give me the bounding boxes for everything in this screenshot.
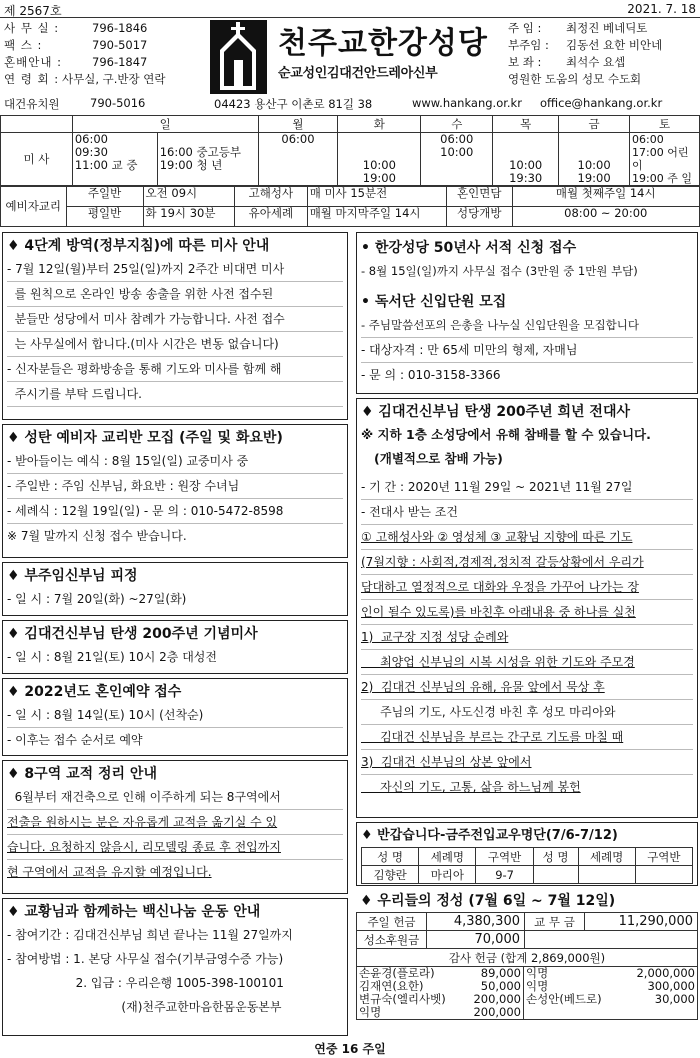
notice-wedding: ♦ 2022년도 혼인예약 접수 - 일 시 : 8월 14일(토) 10시 (선착순) - 이후는 접수 순서로 예약 xyxy=(2,678,348,756)
notice-mass-guidance: ♦ 4단계 방역(정부지침)에 따른 미사 안내 - 7월 12일(월)부터 25일(일)까지 2주간 비대면 미사 를 원칙으로 온라인 방송 송출을 위한 사전 접수된 분들만 성당에서 미사 참례가 가능합니다. 사전 접수 는 사무실에서 합니다.(미사 시간은 변동 없습니다) - 신자분들은 평화방송을 통해 기도와 미사를 함께 해 주시기를 부탁 드립니다. xyxy=(2,232,348,420)
patron-name: 순교성인김대건안드레아신부 xyxy=(278,66,438,81)
offerings: ♦ 우리들의 정성 (7월 6일 ~ 7월 12일) 주일 헌금 4,380,300 교 무 금 11,290,000 성소후원금 70,000 감사 헌금 (합계 2,869,000원) 손윤경(플로라) 89,000 김재연(요한) 50,000 변규숙(엘리사벳) 200,000 익명 200,000 익명 2,000,000 익명 300,000 손성안(베드로) 30,000 xyxy=(356,890,698,1036)
notice-anniversary-mass: ♦ 김대건신부님 탄생 200주년 기념미사 - 일 시 : 8월 21일(토) 10시 2층 대성전 xyxy=(2,620,348,674)
church-logo xyxy=(210,20,267,94)
church-name: 천주교한강성당 xyxy=(278,26,488,61)
liturgical-week: 연중 16 주일 xyxy=(314,1042,386,1056)
new-parishioners: ♦ 반갑습니다-금주전입교우명단(7/6-7/12) 성 명 세례명 구역반 성 명 세례명 구역반 김향란 마리아 9-7 xyxy=(356,822,698,886)
notice-plenary-indulgence: ♦ 김대건신부님 탄생 200주년 희년 전대사 ※ 지하 1층 소성당에서 유해 참배를 할 수 있습니다. (개별적으로 참배 가능) - 기 간 : 2020년 11월 29일 ~ 2021년 11월 27일 - 전대사 받는 조건 ① 고해성사와 ② 영성체 ③ 교황님 지향에 따른 기도 (7월지향 : 사회적,경제적,정치적 갈등상황에서 우리가 담대하고 열정적으로 대화와 우정을 가꾸어 나가는 장 인이 될수 있도록)를 바친후 아래내용 중 하나를 실천 1) 교구장 지정 성당 순례와 최양업 신부님의 시복 시성을 위한 기도와 주모경 2) 김대건 신부님의 유해, 유물 앞에서 묵상 후 주님의 기도, 사도신경 바친 후 성모 마리아와 김대건 신부님을 부르는 간구로 기도를 마칠 때 3) 김대건 신부님의 상본 앞에서 자신의 기도, 고통, 삶을 하느님께 봉헌 xyxy=(356,398,698,818)
clergy-right: 주 임 : 최정진 베네딕토 부주임 : 김동선 요한 비안네 보 좌 : 최석수 요셉 영원한 도움의 성모 수도회 xyxy=(508,21,663,86)
new-parishioners-table: 성 명 세례명 구역반 성 명 세례명 구역반 김향란 마리아 9-7 xyxy=(361,847,693,884)
email-link[interactable]: office@hankang.or.kr xyxy=(540,96,663,110)
mass-schedule-table: 일 월 화 수 목 금 토 미 사 06:00 09:30 11:00 교 중 16:00 중고등부 19:00 청 년 06:00 10:00 19:00 06:00 10:00 10:00 19:30 10:00 19:00 06:00 17:00 어린이 19:00 주 일 xyxy=(0,115,700,186)
donors-right: 익명 2,000,000 익명 300,000 손성안(베드로) 30,000 xyxy=(524,967,698,1020)
notice-retreat: ♦ 부주임신부님 피정 - 일 시 : 7월 20일(화) ~27일(화) xyxy=(2,562,348,616)
website-link[interactable]: www.hankang.or.kr xyxy=(412,96,522,110)
contact-left: 사 무 실 : 796-1846 팩 스 : 790-5017 혼배안내 : 796-1847 연 령 회 : 사무실, 구.반장 연락 xyxy=(4,21,166,86)
catechism-table: 예비자교리 주일반 오전 09시 고해성사 매 미사 15분전 혼인면담 매월 첫째주일 14시 평일반 화 19시 30분 유아세례 매월 마지막주일 14시 성당개방 08:00 ~ 20:00 xyxy=(0,186,700,227)
offerings-table: 주일 헌금 4,380,300 교 무 금 11,290,000 성소후원금 70,000 감사 헌금 (합계 2,869,000원) xyxy=(356,912,698,967)
donors-left: 손윤경(플로라) 89,000 김재연(요한) 50,000 변규숙(엘리사벳) 200,000 익명 200,000 xyxy=(356,967,524,1020)
issue-date: 2021. 7. 18 xyxy=(627,2,696,16)
issue-number: 제 2567호 xyxy=(4,4,62,18)
notice-catechism: ♦ 성탄 예비자 교리반 모집 (주일 및 화요반) - 받아들이는 예식 : 8월 15일(일) 교중미사 중 - 주일반 : 주임 신부님, 화요반 : 원장 수녀님 - 세례식 : 12월 19일(일) - 문 의 : 010-5472-8598 ※ 7월 말까지 신청 접수 받습니다. xyxy=(2,424,348,558)
notice-vaccine-sharing: ♦ 교황님과 함께하는 백신나눔 운동 안내 - 참여기간 : 김대건신부님 희년 끝나는 11월 27일까지 - 참여방법 : 1. 본당 사무실 접수(기부금영수증 가능) 2. 입금 : 우리은행 1005-398-100101 (재)천주교한마음한몸운동본부 xyxy=(2,898,348,1036)
notice-district8: ♦ 8구역 교적 정리 안내 6월부터 재건축으로 인해 이주하게 되는 8구역에서 전출을 원하시는 분은 자유롭게 교적을 옮기실 수 있 습니다. 요청하지 않을시, 리모델링 종료 후 전입까지 현 구역에서 교적을 유지할 예정입니다. xyxy=(2,760,348,894)
notice-50th-book: • 한강성당 50년사 서적 신청 접수 - 8월 15일(일)까지 사무실 접수 (3만원 중 1만원 부담) • 독서단 신입단원 모집 - 주님말씀선포의 은총을 나누실 신입단원을 모집합니다 - 대상자격 : 만 65세 미만의 형제, 자매님 - 문 의 : 010-3158-3366 xyxy=(356,232,698,394)
